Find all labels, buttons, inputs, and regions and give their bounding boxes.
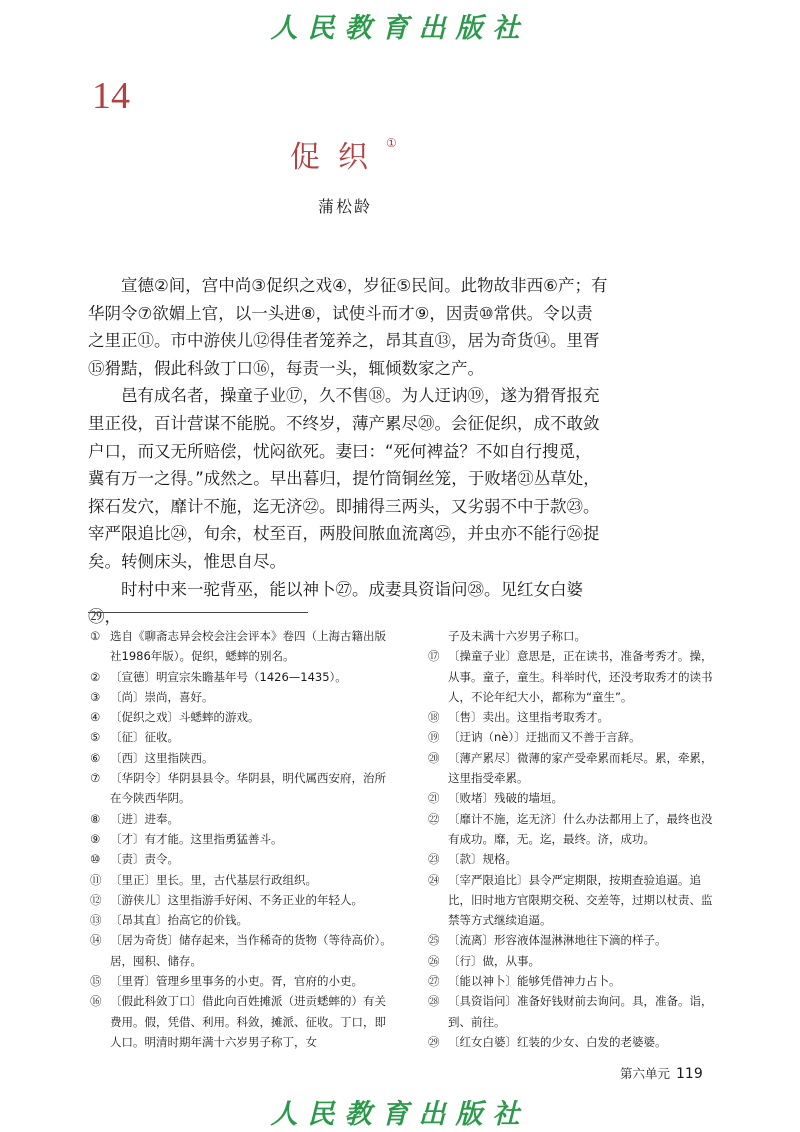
publisher-logo-bottom: 人民教育出版社: [270, 1099, 530, 1130]
paragraph: 时村中来一驼背巫，能以神卜㉗。成妻具资诣问㉘。见红女白婆㉙，: [88, 579, 583, 627]
footnote: ㉖ 〔行〕做，从事。: [428, 953, 540, 968]
footnote: ⑨ 〔才〕有才能。这里指勇猛善斗。: [90, 831, 283, 846]
footnote: ⑲ 〔迂讷（nè）〕迂拙而又不善于言辞。: [428, 730, 641, 745]
footnote-continuation: 子及未满十六岁男子称口。: [448, 629, 586, 643]
footnote: ② 〔宣德〕明宣宗朱瞻基年号（1426—1435）。: [90, 669, 347, 684]
footnote: ㉑ 〔败堵〕残破的墙垣。: [428, 791, 563, 806]
footnote: ⑱ 〔售〕卖出。这里指考取秀才。: [428, 710, 609, 725]
footnote: ⑳ 〔薄产累尽〕微薄的家产受牵累而耗尽。累，牵累，这里指受牵累。: [428, 750, 713, 786]
footnote: ⑫ 〔游侠儿〕这里指游手好闲、不务正业的年轻人。: [90, 892, 363, 907]
footnote: ㉙ 〔红女白婆〕红装的少女、白发的老婆婆。: [428, 1034, 667, 1049]
footnote: ① 选自《聊斋志异会校会注会评本》卷四（上海古籍出版社1986年版）。促织，蟋蟀的别名。: [90, 629, 386, 664]
footnote: ⑮ 〔里胥〕管理乡里事务的小吏。胥，官府的小吏。: [90, 974, 363, 989]
title-note-marker: ①: [386, 136, 397, 150]
page-number: 119: [676, 1066, 703, 1082]
footnote: ⑩ 〔责〕责令。: [90, 852, 179, 867]
footnotes-right-column: [428, 626, 720, 1052]
title-text: 促织: [290, 140, 386, 175]
footnote: ⑤ 〔征〕征收。: [90, 730, 179, 745]
footnote: ⑪ 〔里正〕里长。里，古代基层行政组织。: [90, 872, 317, 887]
footnotes-left-column: [90, 626, 392, 1052]
footnote: ⑧ 〔进〕进奉。: [90, 811, 179, 826]
page-title: [290, 132, 397, 176]
footnote: ㉒ 〔靡计不施，迄无济〕什么办法都用上了，最终也没有成功。靡，无。迄，最终。济，成功。: [428, 811, 713, 846]
footnote: ③ 〔尚〕崇尚，喜好。: [90, 689, 214, 704]
footnote: ⑥ 〔西〕这里指陕西。: [90, 750, 214, 765]
footnote: ㉘ 〔具资诣问〕准备好钱财前去询问。具，准备。诣，到、前往。: [428, 994, 713, 1029]
footnote: ⑬ 〔昂其直〕抬高它的价钱。: [90, 913, 248, 928]
page-footer: [620, 1064, 703, 1082]
footnote: ④ 〔促织之戏〕斗蟋蟀的游戏。: [90, 710, 260, 725]
footnote: ㉓ 〔款〕规格。: [428, 852, 517, 867]
footnote: ㉔ 〔宰严限追比〕县令严定期限，按期查验追逼。追比，旧时地方官限期交税、交差等，过期以杖责、监禁等方式继续追逼。: [428, 872, 713, 928]
paragraph: 邑有成名者，操童子业⑰，久不售⑱。为人迂讷⑲，遂为猾胥报充里正役，百计营谋不能脱。不终岁，薄产累尽⑳。会征促织，成不敢敛户口，而又无所赔偿，忧闷欲死。妻曰：“死何裨益？不如自行搜觅，冀有万一之得。”成然之。早出暮归，提竹筒铜丝笼，于败堵㉑丛草处，探石发穴，靡计不施，迄无济㉒。即捕得三两头，又劣弱不中于款㉓。宰严限追比㉔，旬余，杖至百，两股间脓血流离㉕，并虫亦不能行㉖捉矣。转侧床头，惟思自尽。: [88, 386, 600, 571]
footnote: ㉗ 〔能以神卜〕能够凭借神力占卜。: [428, 974, 621, 989]
author: 蒲松龄: [318, 197, 373, 216]
main-text: [88, 272, 608, 631]
footnote: ⑰ 〔操童子业〕意思是，正在读书，准备考秀才。操，从事。童子，童生。科举时代，还没考取秀才的读书人，不论年纪大小，都称为“童生”。: [428, 649, 713, 704]
footnote: ⑦ 〔华阴令〕华阴县县令。华阴县，明代属西安府，治所在今陕西华阴。: [90, 771, 386, 806]
lesson-number: 14: [92, 75, 130, 117]
footnote: ㉕ 〔流离〕形容液体湿淋淋地往下滴的样子。: [428, 933, 667, 948]
publisher-logo-top: 人民教育出版社: [270, 13, 530, 44]
footnote: ⑭ 〔居为奇货〕储存起来，当作稀奇的货物（等待高价）。居，囤积、储存。: [90, 933, 392, 968]
footnote: ⑯ 〔假此科敛丁口〕借此向百姓摊派（进贡蟋蟀的）有关费用。假，凭借、利用。科敛，摊派、征收。丁口，即人口。明清时期年满十六岁男子称丁，女: [90, 994, 386, 1049]
paragraph: 宣德②间，宫中尚③促织之戏④，岁征⑤民间。此物故非西⑥产；有华阴令⑦欲媚上官，以一头进⑧，试使斗而才⑨，因责⑩常供。令以责之里正⑪。市中游侠儿⑫得佳者笼养之，昂其直⑬，居为奇货⑭。里胥⑮猾黠，假此科敛丁口⑯，每责一头，辄倾数家之产。: [88, 276, 608, 378]
unit-label: 第六单元: [620, 1066, 671, 1081]
footnote-divider: [88, 612, 308, 613]
